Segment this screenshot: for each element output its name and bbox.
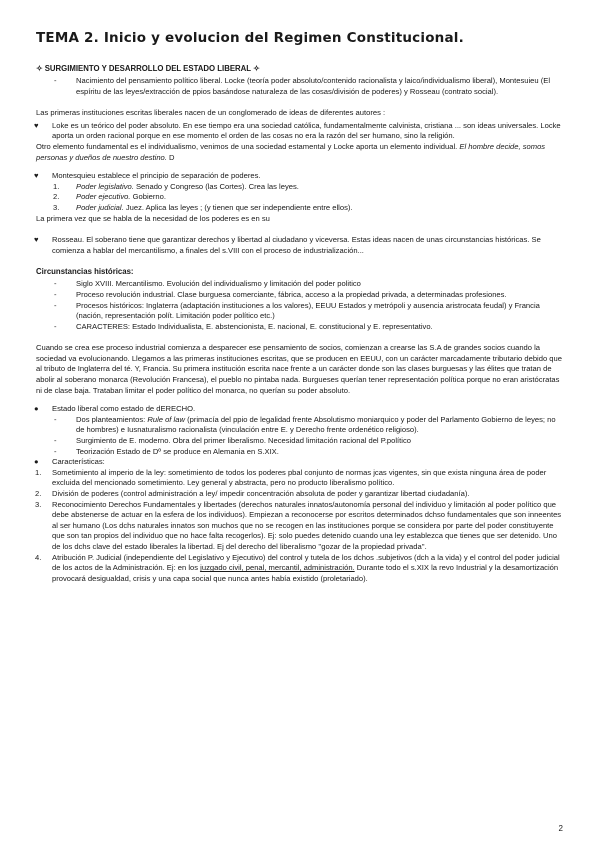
list-item: - Procesos históricos: Inglaterra (adaptación instituciones a los valores), EEUU Estados y metrópoli y ausencia aristrocata feudal) y Francia (nación, representación polít. Limitación poder político etc.) [54, 300, 540, 321]
section-heading: Circunstancias históricas: [36, 267, 134, 277]
list-item: 3. Poder judicial. Juez. Aplica las leyes ; (y tienen que ser independiente entre ellos). [53, 202, 353, 212]
dot-bullet-icon: ● [34, 404, 39, 414]
list-item: ● Características: [34, 457, 105, 467]
page-number: 2 [558, 824, 563, 833]
heart-bullet-icon: ♥ [34, 235, 39, 245]
list-item: - Dos planteamientos: Rule of law (primacía del ppio de legalidad frente Absolutismo moniarquico y poder del Parlamento Gobierno de leyes; no de hombres) e Iusnaturalismo racionalista (vinculación entre E. y Derecho frente ordenético religioso). [54, 414, 556, 435]
list-item: - Teorización Estado de Dº se produce en Alemania en S.XIX. [54, 446, 279, 456]
dot-bullet-icon: ● [34, 457, 39, 467]
list-item: ♥ Montesquieu establece el principio de separación de poderes. [34, 171, 261, 181]
paragraph: Otro elemento fundamental es el individualismo, venimos de una sociedad estamental y Locke aporta un elemento individual. El hombre decide, somos personas y dueños de nuestro destino. D [36, 141, 546, 162]
list-item: 2. Poder ejecutivo. Gobierno. [53, 192, 166, 202]
paragraph: Cuando se crea ese proceso industrial comienza a desparecer ese pensamiento de socios, comienzan a crearse las S.A de grandes socios cuando la sociedad va evolucionando. Llegamos a las primeras instituciones escritas, que se producen en EEUU, con un carácter marcadamente tributario debido que al tributo de Inglaterra del té. Y, Francia. Su primera institución escrita nace frente a un carácter donde son las clases burguesas y las élites que tratan de abolir al soberano monarca (Revolución Francesa), el pueblo no pintaba nada. Burgueses querían tener representación política porque no eran aristócratas ni de clase baja. Trataban limitar el poder político del monarca, no querían su poder absoluto. [36, 343, 562, 395]
document-page [36, 30, 566, 584]
section-heading: ✧ SURGIMIENTO Y DESARROLLO DEL ESTADO LIBERAL ✧ [36, 64, 260, 73]
list-item: ♥ Loke es un teórico del poder absoluto. En ese tiempo era una sociedad católica, fundamentalmente calvinista, cristiana ... son ideas universales. Locke aporta un orden racional porque en ese momento el orden de las cosas no era la razón del ser humano, sino la religión. [34, 120, 561, 141]
list-item: - Proceso revolución industrial. Clase burguesa comerciante, fábrica, acceso a la propiedad privada, a determinadas profesiones. [54, 289, 507, 299]
list-item: 1. Sometimiento al imperio de la ley: sometimiento de todos los poderes pbal conjunto de normas jcas vigentes, sin que exista ninguna área de poder excluida del mencionado sometimiento. Ley general y abstracta, pero no producto liberalismo político. [35, 467, 547, 488]
heart-bullet-icon: ♥ [34, 171, 39, 181]
paragraph: La primera vez que se habla de la necesidad de los poderes es en su [36, 213, 270, 223]
list-item: - Nacimiento del pensamiento político liberal. Locke (teoría poder absoluto/contenido racionalista y laico/individualismo liberal), Montesuieu (El espíritu de las leyes/extracción de ppios basándose naturaleza de las cosas/división de poderes) y Rosseau (contrato social). [54, 76, 551, 96]
list-item: 1. Poder legislativo. Senado y Congreso (las Cortes). Crea las leyes. [53, 181, 299, 191]
list-item: 4. Atribución P. Judicial (independiente del Legislativo y Ejecutivo) del control y tutela de los dchos .subjetivos (dch a la vida) y el control del poder judicial de los actos de la Administración. Ej: en los juzgado civil, penal, mercantil, administración. Durante todo el s.XIX la revo Industrial y la desamortización provocará desigualdad, crisis y una capa social que nunca antes había existido (proletariado). [35, 552, 560, 583]
list-item: - CARACTERES: Estado Individualista, E. abstencionista, E. nacional, E. constitucional y E. representativo. [54, 321, 433, 331]
list-item: - Surgimiento de E. moderno. Obra del primer liberalismo. Necesidad limitación racional del P.político [54, 436, 411, 446]
list-item: - Siglo XVIII. Mercantilismo. Evolución del individualismo y limitación del poder politico [54, 279, 361, 289]
list-item: 2. División de poderes (control administración a ley/ impedir concentración absoluta de poder y garantizar libertad ciudadanía). [35, 489, 470, 498]
document-title: TEMA 2. Inicio y evolucion del Regimen Constitucional. [36, 30, 464, 46]
dash-bullet: - [54, 76, 57, 85]
list-item: ● Estado liberal como estado de dERECHO. [34, 404, 196, 414]
list-item: 3. Reconocimiento Derechos Fundamentales y libertades (derechos naturales innatos/autonomía personal del individuo y limitación al poder político que debe abstenerse de actuar en la esfera de los individuos). Empiezan a reconocerse por escritos determinados dchso fundamentales que son inneentes al ser humano (Los dchs naturales innatos son muchos que no se recogen en las instituciones porque se considera por parte del poder constituyente que son tan propios del individuo que no hace falta recogerlos). Ej: solo puedes detenido cuando una ley establezca que tienes que ser detenido. Uno de los dchs clave del estado liberales la libertad. Ej del derecho del liberalismo ''gozar de la propiedad privada''. [35, 499, 562, 551]
heart-bullet-icon: ♥ [34, 120, 39, 130]
paragraph: Las primeras instituciones escritas liberales nacen de un conglomerado de ideas de diferentes autores : [36, 108, 386, 118]
list-item: ♥ Rosseau. El soberano tiene que garantizar derechos y libertad al ciudadano y viceversa. Estas ideas nacen de unas circunstancias históricas. Se comienza a hablar del mercantilismo, a finales del s.VIII con el proceso de industrialización... [34, 235, 541, 255]
